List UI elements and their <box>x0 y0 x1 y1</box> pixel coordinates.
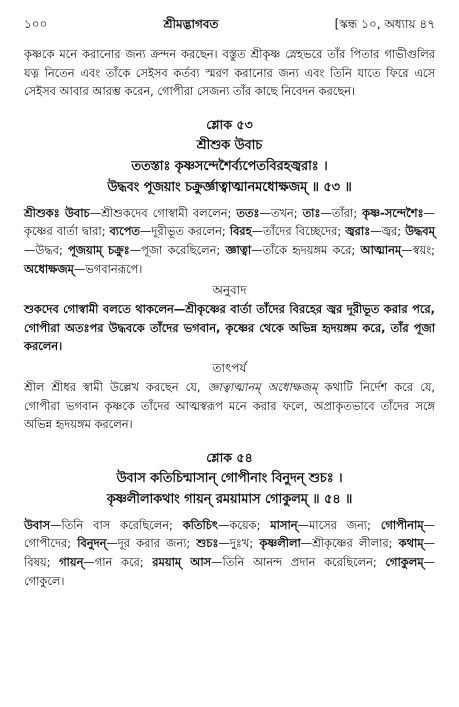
intro-paragraph: কৃষ্ণকে মনে করানোর জন্য ক্রন্দন করছেন। বস্তুত শ্রীকৃষ্ণ স্নেহভরে তাঁর পিতার গাভীগুলির যত্ন নিতেন এবং তাঁকে সেইসব কর্তব্য স্মরণ করানোর জন্য এবং তিনি যাতে ফিরে এসে সেইসব আবার আরম্ভ করেন, গোপীরা সেজন্য তাঁর কাছে নিবেদন করছেন। <box>24 47 435 99</box>
synonym-meaning: —তাঁরা; <box>320 205 363 220</box>
synonym-word: তাঃ <box>302 205 321 220</box>
synonym-word: কতিচিৎ <box>182 517 218 532</box>
synonym-meaning: —জ্বর; <box>370 224 406 239</box>
verse-53-line-1: ততস্তাঃ কৃষ্ণসন্দেশৈর্ব্যপেতবিরহজ্বরাঃ । <box>131 158 328 174</box>
synonym-meaning: —বিষয়; <box>24 536 436 569</box>
purport-text-part: কথাটি নির্দেশ করে যে, গোপীরা ভগবান কৃষ্ণকে তাঁদের আত্মস্বরূপ মনে করার ফলে, অপ্রাকৃতভাবে তাঁদের সঙ্গে অভিন্ন হৃদয়ঙ্গম করলেন। <box>24 379 435 432</box>
synonym-meaning: —শ্রীকৃষ্ণের লীলার; <box>300 536 399 551</box>
synonym-word: কৃষ্ণ-সন্দেশৈঃ <box>362 205 424 220</box>
synonym-meaning: —ভগবানরূপে। <box>73 261 143 276</box>
purport-heading: তাৎপর্য <box>212 360 247 375</box>
synonym-word: অধোক্ষজম্ <box>24 261 74 276</box>
synonym-meaning: —তখন; <box>259 205 303 220</box>
synonym-meaning: —উদ্ধব; <box>24 242 69 257</box>
synonym-meaning: —গান করে; <box>83 554 153 569</box>
synonym-word: রময়াম্ আস <box>152 554 212 569</box>
book-title: শ্রীমদ্ভাগবত <box>163 17 219 31</box>
synonym-meaning: —কৃষ্ণের বার্তা দ্বারা; <box>24 205 435 239</box>
verse-53-line-2: উদ্ধবং পূজয়াং চক্রুর্জ্ঞাত্বাত্মানমধোক্ষজম্ ॥ ৫৩ ॥ <box>107 179 352 195</box>
synonym-word: কৃষ্ণলীলা <box>259 536 301 551</box>
synonym-word: গায়ন্ <box>59 554 84 569</box>
synonym-word: উদ্ধবম্ <box>405 224 435 239</box>
synonym-meaning: —তিনি বাস করেছিলেন; <box>50 517 183 532</box>
verse-53-synonyms <box>24 204 435 278</box>
synonym-word: বিরহ <box>229 224 252 239</box>
synonym-meaning: —তাঁদের বিচ্ছেদের; <box>251 224 346 239</box>
chapter-location: [স্কন্ধ ১০, অধ্যায় ৪৭ <box>334 17 435 31</box>
synonym-meaning: —দুঃখ; <box>218 536 260 551</box>
verse-54-heading: শ্লোক ৫৪ <box>206 449 253 465</box>
synonym-word: বিনুদন্ <box>77 536 107 551</box>
synonym-meaning: —পূজা করেছিলেন; <box>129 242 226 257</box>
synonym-meaning: —কয়েক; <box>217 517 271 532</box>
synonym-word: জ্ঞাত্বা <box>225 242 252 257</box>
synonym-meaning: —দূরীভূত করলেন; <box>139 224 230 239</box>
synonym-meaning: —দূর করার জন্য; <box>106 536 197 551</box>
purport-text-part: শ্রীল শ্রীধর স্বামী উল্লেখ করছেন যে, <box>24 379 208 394</box>
synonym-meaning: —মাসের জন্য; <box>297 517 381 532</box>
synonym-meaning: —স্বয়ং; <box>401 242 435 257</box>
page-number: ১০০ <box>24 17 48 31</box>
verse-53-speaker: শ্রীশুক উবাচ <box>196 137 263 153</box>
synonym-meaning: —শ্রীশুকদেব গোস্বামী বললেন; <box>89 205 237 220</box>
synonym-meaning: —গোপীদের; <box>24 517 435 551</box>
synonym-word: আত্মানম্ <box>360 242 402 257</box>
synonym-word: কথাম্ <box>398 536 424 551</box>
synonym-meaning: —তিনি আনন্দ প্রদান করেছিলেন; <box>211 554 386 569</box>
synonym-word: ততঃ <box>236 205 260 220</box>
synonym-word: গোপীনাম্ <box>380 517 424 532</box>
synonym-meaning: —তাঁকে হৃদয়ঙ্গম করে; <box>251 242 361 257</box>
page-header <box>24 16 435 34</box>
synonym-word: গোকুলম্ <box>385 554 424 569</box>
verse-54-synonyms <box>24 516 435 590</box>
translation-text: শুকদেব গোস্বামী বলতে থাকলেন—শ্রীকৃষ্ণের বার্তা তাঁদের বিরহের জ্বর দূরীভূত করার পরে, গোপীরা অতঃপর উদ্ধবকে তাঁদের ভগবান, কৃষ্ণের থেকে অভিন্ন হৃদয়ঙ্গম করে, তাঁর পূজা করলেন। <box>24 302 435 354</box>
synonym-word: উবাস <box>24 517 51 532</box>
verse-54-line-2: কৃষ্ণলীলাকথাং গায়ন্ রময়ামাস গোকুলম্ ॥ ৫৪ ॥ <box>106 491 353 507</box>
purport-quoted-phrase: জ্ঞাত্বাত্মানম্ অধোক্ষজম্ <box>207 379 318 394</box>
synonym-word: জ্বরাঃ <box>345 224 371 239</box>
synonym-word: শুচঃ <box>196 536 219 551</box>
verse-53-heading: শ্লোক ৫৩ <box>206 116 253 132</box>
synonym-meaning: —গোকুলে। <box>24 554 435 588</box>
synonym-word: ব্যপেত <box>109 224 140 239</box>
synonym-word: পূজয়াম্ চক্রুঃ <box>68 242 130 257</box>
purport-text <box>24 378 435 434</box>
synonym-word: মাসান্ <box>270 517 298 532</box>
translation-heading: অনুবাদ <box>212 283 247 298</box>
verse-54-line-1: উবাস কতিচিন্মাসান্ গোপীনাং বিনুদন্ শুচঃ । <box>116 470 343 486</box>
synonym-word: শ্রীশুকঃ উবাচ <box>24 205 90 220</box>
